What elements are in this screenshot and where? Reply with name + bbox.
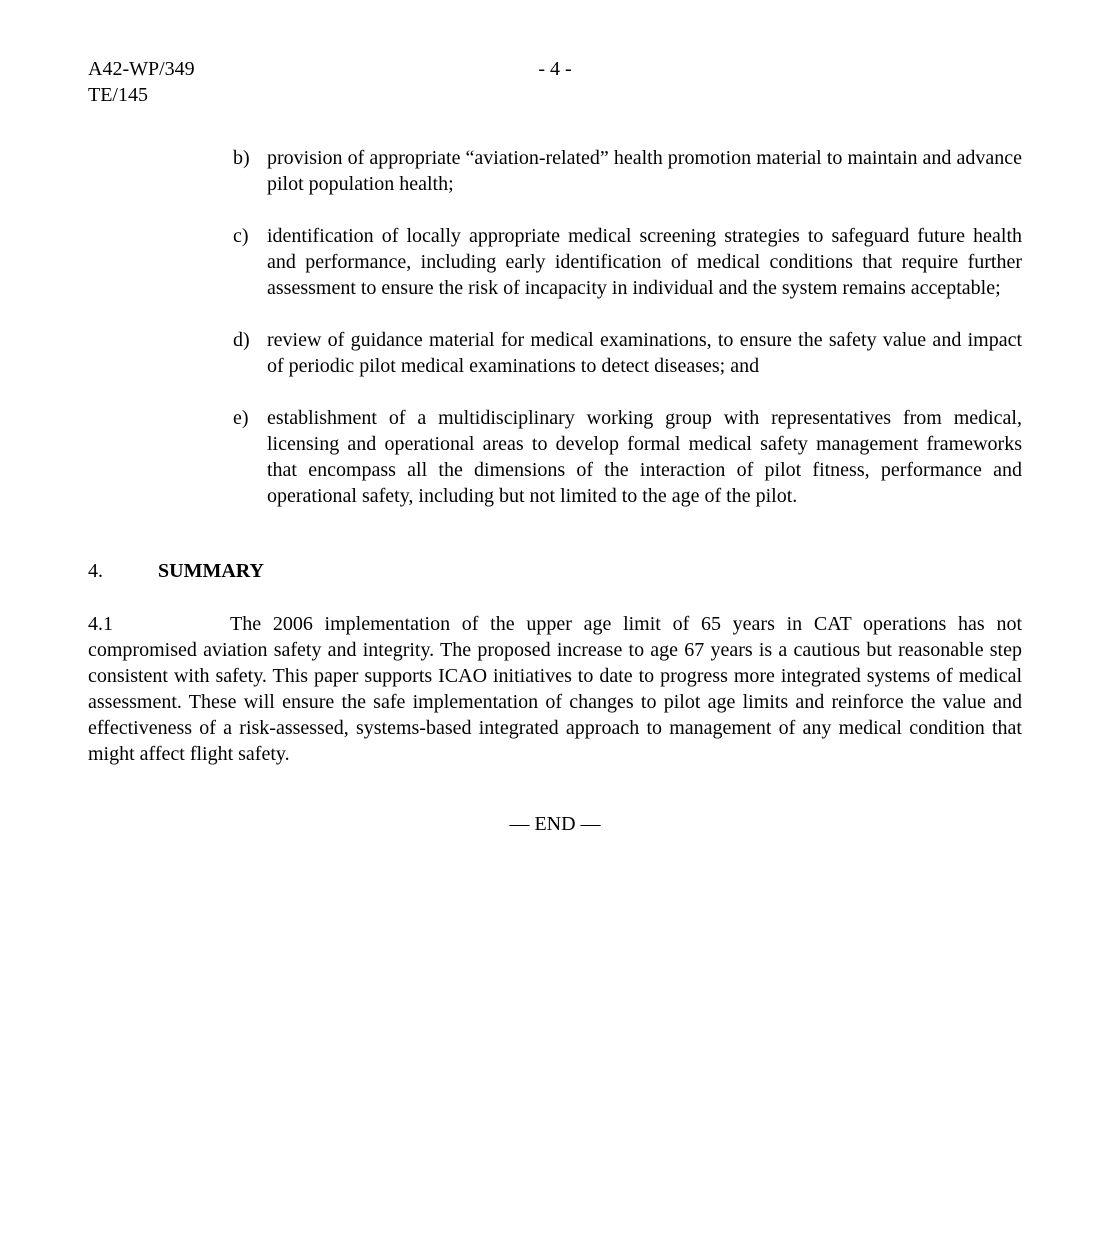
list-item-label: b) — [233, 147, 250, 169]
list-item-text: review of guidance material for medical examinations, to ensure the safety value and impact of periodic pilot medical examinations to detect diseases; and — [267, 329, 1022, 377]
list-item — [233, 145, 1022, 197]
summary-section-heading — [88, 558, 1022, 584]
list-item — [233, 223, 1022, 301]
list-item — [233, 327, 1022, 379]
list-item-text: identification of locally appropriate medical screening strategies to safeguard future health and performance, including early identification of medical conditions that require further assessment to ensure the risk of incapacity in individual and the system remains acceptable; — [267, 225, 1022, 299]
list-item-label: d) — [233, 329, 250, 351]
document-reference-primary: A42-WP/349 — [88, 58, 195, 80]
end-marker: — END — — [509, 813, 601, 835]
list-item-text: establishment of a multidisciplinary working group with representatives from medical, licensing and operational areas to develop formal medical safety management frameworks that encompass all the dimensions of the interaction of pilot fitness, performance and operational safety, including but not limited to the age of the pilot. — [267, 407, 1022, 507]
page-number: - 4 - — [538, 58, 572, 80]
section-title: SUMMARY — [158, 560, 264, 582]
lettered-list — [233, 145, 1022, 509]
list-item — [233, 405, 1022, 509]
list-item-text: provision of appropriate “aviation-related” health promotion material to maintain and advance pilot population health; — [267, 147, 1022, 195]
document-reference-secondary: TE/145 — [88, 84, 148, 106]
page-header — [88, 56, 1022, 108]
paragraph-text: The 2006 implementation of the upper age limit of 65 years in CAT operations has not compromised aviation safety and integrity. The proposed increase to age 67 years is a cautious but reasonable step consistent with safety. This paper supports ICAO initiatives to date to progress more integrated systems of medical assessment. These will ensure the safe implementation of changes to pilot age limits and reinforce the value and effectiveness of a risk-assessed, systems-based integrated approach to management of any medical condition that might affect flight safety. — [88, 613, 1022, 765]
document-reference-block — [88, 56, 1022, 108]
section-number: 4. — [88, 560, 103, 582]
list-item-label: e) — [233, 407, 249, 429]
paragraph-number: 4.1 — [88, 613, 113, 635]
list-item-label: c) — [233, 225, 249, 247]
summary-paragraph — [88, 611, 1022, 767]
